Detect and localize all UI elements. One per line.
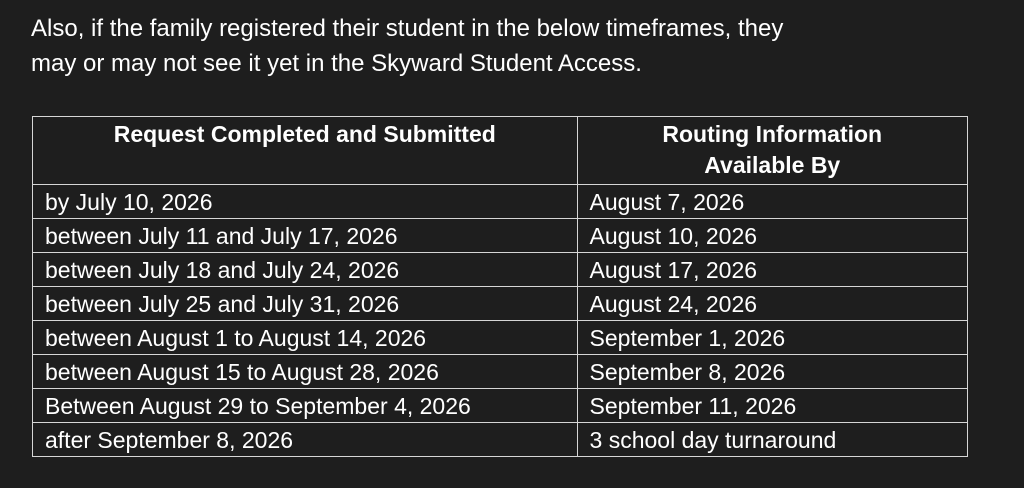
table-row bbox=[33, 185, 968, 219]
routing-date-cell: August 7, 2026 bbox=[577, 185, 967, 219]
intro-text bbox=[31, 11, 991, 81]
table-row bbox=[33, 355, 968, 389]
table-row bbox=[33, 219, 968, 253]
table-body bbox=[33, 185, 968, 457]
routing-date-cell: August 24, 2026 bbox=[577, 287, 967, 321]
routing-schedule-table bbox=[32, 116, 968, 457]
table-row bbox=[33, 287, 968, 321]
request-date-cell: between July 11 and July 17, 2026 bbox=[33, 219, 578, 253]
request-date-cell: by July 10, 2026 bbox=[33, 185, 578, 219]
table-row bbox=[33, 389, 968, 423]
request-date-cell: between August 15 to August 28, 2026 bbox=[33, 355, 578, 389]
request-date-cell: between July 18 and July 24, 2026 bbox=[33, 253, 578, 287]
routing-date-cell: September 1, 2026 bbox=[577, 321, 967, 355]
request-date-cell: between July 25 and July 31, 2026 bbox=[33, 287, 578, 321]
table-row bbox=[33, 253, 968, 287]
table-row bbox=[33, 423, 968, 457]
header-routing-available bbox=[577, 117, 967, 185]
header-request-completed: Request Completed and Submitted bbox=[33, 117, 578, 185]
routing-date-cell: August 17, 2026 bbox=[577, 253, 967, 287]
request-date-cell: after September 8, 2026 bbox=[33, 423, 578, 457]
routing-date-cell: September 8, 2026 bbox=[577, 355, 967, 389]
intro-line-1: Also, if the family registered their student in the below timeframes, they bbox=[31, 15, 784, 42]
routing-date-cell: August 10, 2026 bbox=[577, 219, 967, 253]
routing-date-cell: 3 school day turnaround bbox=[577, 423, 967, 457]
request-date-cell: between August 1 to August 14, 2026 bbox=[33, 321, 578, 355]
request-date-cell: Between August 29 to September 4, 2026 bbox=[33, 389, 578, 423]
header-row bbox=[33, 117, 968, 185]
header-routing-available-text: Routing Information Available By bbox=[662, 121, 883, 178]
table-header bbox=[33, 117, 968, 185]
routing-date-cell: September 11, 2026 bbox=[577, 389, 967, 423]
intro-line-2: may or may not see it yet in the Skyward Student Access. bbox=[31, 50, 642, 77]
table-row bbox=[33, 321, 968, 355]
